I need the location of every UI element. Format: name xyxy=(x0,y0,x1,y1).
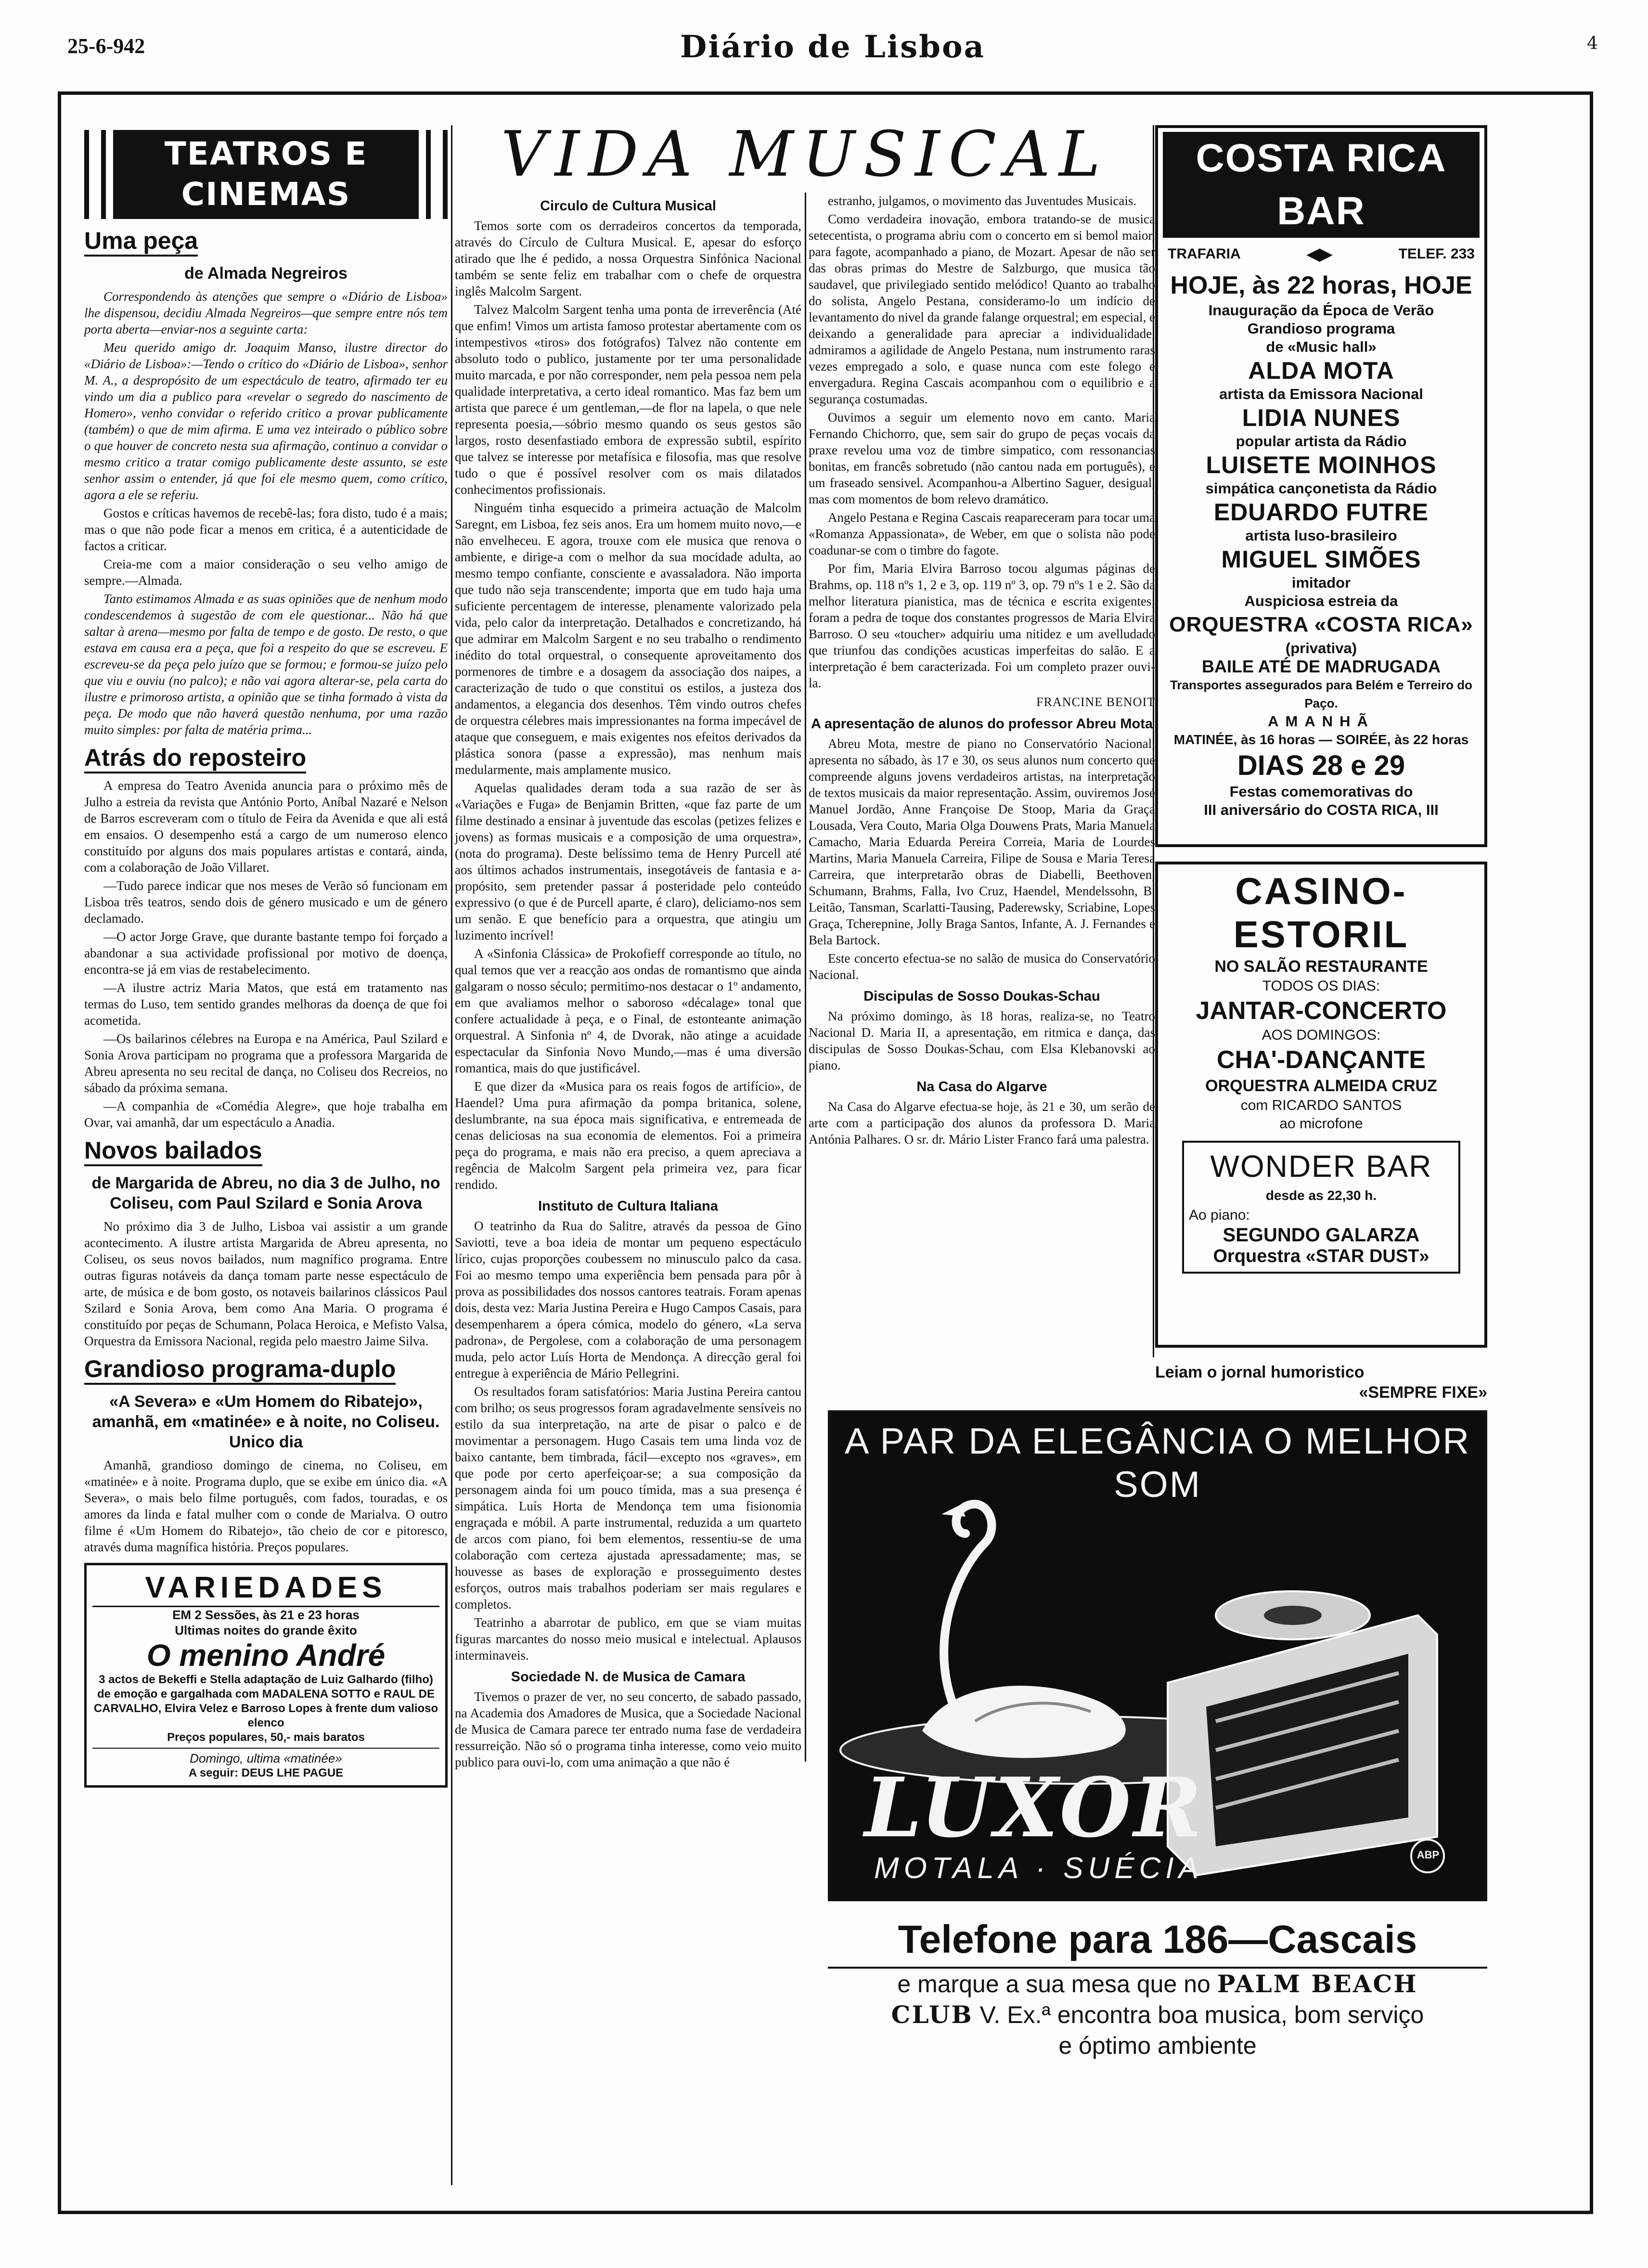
ad-line: Auspiciosa estreia da xyxy=(1244,593,1398,609)
abp-badge: ABP xyxy=(1416,1849,1440,1861)
ad-line: TODOS OS DIAS: xyxy=(1262,978,1380,994)
paragraph: —O actor Jorge Grave, que durante bastante tempo foi forçado a abandonar a sua actividade profissional por motivo de doença, encontra-se já em vias de restabelecimento. xyxy=(84,929,448,977)
newspaper-title: Diário de Lisboa xyxy=(680,29,986,65)
ad-line: Domingo, ultima «matinée» xyxy=(92,1748,439,1766)
page-number: 4 xyxy=(1587,34,1598,53)
notice-line: «SEMPRE FIXE» xyxy=(1359,1383,1487,1402)
teatros-title: TEATROS E CINEMAS xyxy=(113,130,419,219)
palm-text: V. Ex.ª encontra boa musica, bom serviço xyxy=(979,2001,1424,2028)
palm-text: e marque a sua mesa que no xyxy=(897,1971,1210,1997)
paragraph: Gostos e críticas havemos de recebê-las; fora disto, tudo é a mais; mas o que não pode ficar a menos em critica, é a autenticidade de factos a criticar. xyxy=(84,506,448,553)
paragraph: Abreu Mota, mestre de piano no Conservatório Nacional, apresenta no sábado, às 17 e 30, os seus alunos num concerto que compreende alguns jovens verdadeiros artistas, na interpretação de textos musicais da maior representação. Assim, ouviremos José Manuel Jordão, Anne Françoise De Stoop, Maria da Graça Lousada, Vera Couto, Maria Olga Douwens Prats, Maria Manuela Camacho, Maria Eduarda Pereira Correia, Maria de Lourdes Martins, Maria Manuela Carreira, Filipe de Sousa e Maria Teresa Carreira, que interpretarão obras de Diabelli, Beethoven, Schumann, Brahms, Falla, Ivo Cruz, Haendel, Mendelssohn, B. Leitão, Tansman, Scarlatti-Tausing, Paderewsky, Scriabine, Lopes Graça, Tcherepnine, Jolly Braga Santos, Infante, A. J. Fernandes e Bela Bartock. xyxy=(809,736,1155,947)
subhead-discipulas: Discipulas de Sosso Doukas-Schau xyxy=(863,989,1100,1004)
paragraph: Como verdadeira inovação, embora tratando-se de musica setecentista, o programa abriu com o concerto em si bemol maior, para fagote, acompanhado a piano, de Mozart. Apesar de não ser das obras primas do Mestre de Salzburgo, que musica tão saudavel, que privilegiado sentido melódico! Quanto ao trabalho do solista, Angelo Pestana, consideramo-lo um indício de levantamento do nivel da grande falange orquestral; em especial, e deixando a generalidade para apreciar a individualidade, admiramos a agilidade de Angelo Pestana, num instrumento raras vezes empregado a solo, e quase nunca com este folego e envergadura. Regina Cascais acompanhou com o equilibrio e a segurança costumadas. xyxy=(809,212,1155,406)
ad-line: MATINÉE, às 16 horas — SOIRÉE, às 22 horas xyxy=(1173,732,1469,747)
ad-line: Ao piano: xyxy=(1189,1207,1250,1223)
costa-rica-title: COSTA RICA BAR xyxy=(1163,132,1480,238)
paragraph: Por fim, Maria Elvira Barroso tocou algumas páginas de Brahms, op. 118 nºs 1, 2 e 3, op. 119 nº 3, op. 79 nºs 1 e 2. São da melhor literatura pianistica, mas de técnica e escrita exigentes; foram a pedra de toque dos constantes progressos de Maria Elvira Barroso. O seu «toucher» adquiriu uma nitidez e um avelludado que triunfou das condições acusticas imperfeitas do salão. E a interpretação é bem caracterizada. Foi um completo prazer ouvi-la. xyxy=(809,561,1155,690)
paragraph: Na Casa do Algarve efectua-se hoje, às 21 e 30, um serão de arte com a participação dos alunos da professora D. Maria Antónia Palhares. O sr. dr. Mário Lister Franco fará uma palestra. xyxy=(809,1099,1155,1147)
paragraph: estranho, julgamos, o movimento das Juventudes Musicais. xyxy=(828,193,1137,208)
theatre-column xyxy=(84,130,448,2180)
subhead-circulo: Circulo de Cultura Musical xyxy=(540,198,716,214)
music-column-2 xyxy=(809,193,1155,1147)
ad-line: BAILE ATÉ DE MADRUGADA xyxy=(1202,657,1441,676)
ad-line: JANTAR-CONCERTO xyxy=(1196,997,1447,1025)
headline-novos-bailados: Novos bailados xyxy=(84,1136,262,1166)
palm-line: e óptimo ambiente xyxy=(1058,2032,1257,2059)
header-ornament xyxy=(84,130,106,219)
palm-line xyxy=(828,1999,1487,2030)
ad-line: NO SALÃO RESTAURANTE xyxy=(1214,957,1428,976)
ad-line: III aniversário do COSTA RICA, III xyxy=(1204,801,1439,818)
ad-line: (privativa) xyxy=(1285,640,1357,657)
location: TRAFARIA xyxy=(1168,246,1241,262)
radio-cabinet xyxy=(1168,1591,1437,1875)
performer-desc: simpática cançonetista da Rádio xyxy=(1205,480,1437,497)
costa-rica-contact xyxy=(1168,245,1475,264)
orchestra-name: ORQUESTRA «COSTA RICA» xyxy=(1169,613,1473,636)
paragraph: Ouvimos a seguir um elemento novo em canto. Maria Fernando Chichorro, que, sem sair do grupo de peças vocais da praxe revelou uma voz de timbre simpatico, com ressonancias bonitas, em francês sobretudo (não cantou nada em português), e um fraseado sensivel. Acompanhou-a Albertino Saguer, desigual, mas com momentos de bom relevo dramático. xyxy=(809,410,1155,506)
paragraph: Angelo Pestana e Regina Cascais reapareceram para tocar uma «Romanza Appassionata», de Weber, em que o solista não pode coadunar-se com o timbre do fagote. xyxy=(809,510,1155,557)
paragraph: Ninguém tinha esquecido a primeira actuação de Malcolm Saregnt, em Lisboa, fez seis anos. Era um homem muito novo,—e não envelheceu. E agora, trouxe com ele musica que renova o ambiente, e dirige-a com o melhor da sua mocidade adulta, ao mesmo tempo confiante, consciente e avassaladora. Não importa que tudo não seja transcendente; importa que em tudo haja uma suficiente percentagem de interesse, plenamente valorizado pela vida, pelo calor da interpretação. Detalhados e concretizando, há que admirar em Malcolm Sargent e no seu trabalho o rendimento inédito do total orquestral, o consequente aproveitamento dos pormenores de timbre e a dosagem da associação dos naipes, a caracterização de tudo o que constitui os estilos, a justeza dos andamentos, a elegancia dos desenhos. Têm vindo outros chefes de orquestra célebres mais impressionantes na forma impecável de ataque que conseguem, e mais exigentes nos efeitos derivados da plástica sonora (passe a expressão), mas nenhum mais medularmente, mais amplamente musico. xyxy=(455,501,801,777)
palm-line xyxy=(828,1969,1487,1999)
luxor-brand: LUXOR xyxy=(864,1760,1205,1856)
ad-line: 3 actos de Bekeffi e Stella adaptação de Luiz Galhardo (filho) de emoção e gargalhada com MADALENA SOTTO e RAUL DE CARVALHO, Elvira Velez e Barroso Lopes à frente dum valioso elenco xyxy=(93,1673,438,1729)
paragraph: Na próximo domingo, às 18 horas, realiza-se, no Teatro Nacional D. Maria II, a apresentação, em ritmica e dança, das discipulas de Sosso Doukas-Schau, com Elsa Klebanovski ao piano. xyxy=(809,1009,1155,1072)
variedades-title: VARIEDADES xyxy=(92,1570,439,1607)
header-ornament xyxy=(426,130,448,219)
section-title-vida-musical: VIDA MUSICAL xyxy=(501,117,1109,191)
ad-line: Orquestra «STAR DUST» xyxy=(1213,1246,1429,1266)
performer-desc: artista luso-brasileiro xyxy=(1245,527,1397,544)
ad-line: HOJE, às 22 horas, HOJE xyxy=(1170,271,1472,299)
luxor-slogan: A PAR DA ELEGÂNCIA O MELHOR SOM xyxy=(844,1421,1471,1505)
ad-line: AMANHÃ xyxy=(1268,713,1375,730)
issue-date: 25-6-942 xyxy=(67,34,145,58)
paragraph: Amanhã, grandioso domingo de cinema, no Coliseu, em «matinée» e à noite. Programa duplo, que se exibe em único dia. «A Severa», o mais belo filme português, com fados, touradas, e os amores da linda e fatal mulher com o conde de Marialva. O outro filme é «Um Homem do Ribatejo», tão cheio de cor e pitoresco, através duma magnífica história. Preços populares. xyxy=(84,1458,448,1554)
paragraph: Este concerto efectua-se no salão de musica do Conservatório Nacional. xyxy=(809,951,1155,982)
notice-line: Leiam o jornal humoristico xyxy=(1155,1363,1365,1381)
luxor-radio-ad xyxy=(828,1410,1487,1901)
show-title: O menino André xyxy=(146,1638,386,1673)
performer-name: LUISETE MOINHOS xyxy=(1206,451,1437,478)
ad-line: CHA'-DANÇANTE xyxy=(1216,1046,1426,1074)
ad-line: ao microfone xyxy=(1279,1116,1363,1132)
paragraph: Tanto estimamos Almada e as suas opiniões que de nenhum modo condescendemos à sugestão de com ele questionar... Não há que saltar à arena—mesmo por falta de tempo e de gosto. De resto, o que estava em causa era a peça, que foi a respeito do que se escreveu. E escreveu-se da peça pelo juízo que se formou; e formou-se juízo pelo que viu e ouviu (no palco); e não vai agora alterar-se, pela carta do ilustre e primoroso artista, a opinião que se tinha formado à vista da peça. De modo que não haverá questão nenhuma, por uma razão muito simples: por falta de matéria prima... xyxy=(84,592,448,737)
teatros-header xyxy=(84,130,448,219)
headline-uma-peca: Uma peça xyxy=(84,227,198,257)
ad-dates: DIAS 28 e 29 xyxy=(1237,750,1405,781)
subhead-algarve: Na Casa do Algarve xyxy=(916,1079,1047,1095)
paragraph: A empresa do Teatro Avenida anuncia para o próximo mês de Julho a estreia da revista que António Porto, Aníbal Nazaré e Nelson de Barros escreveram com o título de Feira da Avenida e que ali está em ensaios. O desempenho está a cargo de um numeroso elenco constituído por alguns dos mais populares artistas e contará, ainda, com a colaboração de João Villaret. xyxy=(84,778,448,875)
ad-line: ORQUESTRA ALMEIDA CRUZ xyxy=(1205,1077,1437,1095)
byline: FRANCINE BENOIT xyxy=(1036,695,1155,709)
palm-club-name: CLUB xyxy=(891,2000,973,2029)
subhead-almada: de Almada Negreiros xyxy=(184,264,348,283)
ad-line: AOS DOMINGOS: xyxy=(1262,1027,1381,1043)
paragraph: —A ilustre actriz Maria Matos, que está em tratamento nas termas do Luso, tem sentido grandes melhoras da doença de que foi acometida. xyxy=(84,980,448,1028)
ad-line: Ultimas noites do grande êxito xyxy=(175,1623,357,1637)
casino-title: CASINO-ESTORIL xyxy=(1233,870,1409,955)
paragraph: No próximo dia 3 de Julho, Lisboa vai assistir a um grande acontecimento. A ilustre artista Margarida de Abreu apresenta, no Coliseu, os seus novos bailados, num magnífico programa. Entre outras figuras notáveis da dança tomam parte nesse espectáculo de arte, de música e de bom gosto, os notaveis bailarinos clássicos Paul Szilard e Sonia Arova, bem como Ana Maria. O programa é constituído por peças de Schumann, Polaca Heroica, e Mefisto Valsa, Orquestra da Emissora Nacional, regida pelo maestro Jaime Silva. xyxy=(84,1219,448,1348)
palm-title: Telefone para 186—Cascais xyxy=(828,1916,1487,1969)
performer-name: LIDIA NUNES xyxy=(1242,404,1401,431)
paragraph: Aquelas qualidades deram toda a sua razão de ser às «Variações e Fuga» de Benjamin Britten, «que faz parte de um filme destinado a ensinar à juventude das escolas (petizes felizes e jovens) as formas musicais e a composição de uma orquestra», (nota do programa). Deste belíssimo tema de Henry Purcell até aos últimos achados instrumentais, insegotáveis de fantasia e a-propósito, sem pretender passar á posteridade pelo conteúdo expressivo (o que é de Purcell aparte, é claro), deliciamo-nos sem um senão. E que benefício para a orquestra, que atingiu um luzimento incrível! xyxy=(455,781,801,942)
paragraph: Meu querido amigo dr. Joaquim Manso, ilustre director do «Diário de Lisboa»:—Tendo o crítico do «Diário de Lisboa», senhor M. A., a despropósito de um espectáculo de teatro, afirmado ter eu vindo um dia a publico para «revelar o segredo do nascimento de Homero», venho convidar o referido critico a provar publicamente (também) o que de mim afirma. E uma vez inteirado o público sobre o que houver de concreto nesta sua afirmação, continuo a convidar o mesmo critico a tratar comigo publicamente deste assunto, se este senhor assim o entender, já que foi ele mesmo quem, como crítico, agora a ele se referiu. xyxy=(84,340,448,502)
variedades-ad xyxy=(84,1563,448,1788)
paragraph: —A companhia de «Comédia Alegre», que hoje trabalha em Ovar, vai amanhã, dar um espectáculo a Anadia. xyxy=(84,1099,448,1130)
subhead-sociedade: Sociedade N. de Musica de Camara xyxy=(511,1669,746,1685)
paragraph: E que dizer da «Musica para os reais fogos de artifício», de Haendel? Uma pura afirmação da pompa britanica, solene, deslumbrante, na sua época mais significativa, e entremeada de cenas deliciosas na sua economia de elementos. Foi a primeira peça do programa, e mais não era preciso, a quem apreciava a regência de Malcolm Sargent pela primeira vez, para ficar rendido. xyxy=(455,1079,801,1192)
ad-line: Preços populares, 50,- mais baratos xyxy=(167,1731,365,1744)
paragraph: Talvez Malcolm Sargent tenha uma ponta de irreverência (Até que enfim! Vimos um artista famoso protestar abertamente com os intempestivos «tiros» dos fotógrafos) Talvez não contente em absoluto todo o publico, justamente por ter uma personalidade muito marcada, e por não corresponder, nem pela pessoa nem pela qualidade interpretativa, a certo ideal romantico. Mas faz bem um artista que parece é um gentleman,—de flor na lapela, o que nele representa poesia,—sóbrio mesmo quando os seus gestos são largos, rosto desenfastiado embora de expressão subtil, espírito que talvez se interesse por metafísica e filosofia, mas que resolve tudo o que é possível resolver com os mais dilatados conhecimentos profissionais. xyxy=(455,302,801,497)
luxor-origin: MOTALA · SUÉCIA xyxy=(874,1852,1203,1885)
paragraph: Creia-me com a maior consideração o seu velho amigo de sempre.—Almada. xyxy=(84,557,448,588)
paragraph: Temos sorte com os derradeiros concertos da temporada, através do Círculo de Cultura Musical. E, apesar do esforço atirado que lhe é pedido, a nossa Orquestra Sinfónica Nacional também se sente feliz em trabalhar com o chefe de orquestra inglês Malcolm Sargent. xyxy=(455,219,801,298)
masthead xyxy=(67,29,1598,82)
headline-grandioso: Grandioso programa-duplo xyxy=(84,1355,396,1385)
paragraph: O teatrinho da Rua do Salitre, através da pessoa de Gino Saviotti, teve a boa ideia de montar um pequeno espectáculo lírico, cujas proporções coubessem no minusculo palco da casa. Foi ao mesmo tempo uma experiência bem pensada para pôr à prova as possibilidades dos nossos cantores teatrais. Foram apenas dois, desta vez: Maria Justina Pereira e Hugo Campos Casais, para desempenharem a ópera cómica, modelo do género, «La serva padrona», de Pergolese, com a colaboração de uma personagem muda, pelo actor Luís Horta de Mendonça. A direcção geral foi entregue à experiência de Mário Pellegrini. xyxy=(455,1219,801,1380)
costa-rica-ad xyxy=(1155,125,1487,847)
paragraph: —Os bailarinos célebres na Europa e na América, Paul Szilard e Sonia Arova participam no programa que a professora Margarida de Abreu apresenta no seu recital de dança, no Coliseu dos Recreios, no sábado da próxima semana. xyxy=(84,1031,448,1095)
sempre-fixe-notice xyxy=(1155,1362,1487,1403)
ad-line: com RICARDO SANTOS xyxy=(1240,1097,1402,1113)
ad-line: Festas comemorativas do xyxy=(1229,783,1413,800)
paragraph: Os resultados foram satisfatórios: Maria Justina Pereira cantou com brilho; os seus progressos foram agradavelmente sensíveis no estilo da sua interpretação, na arte de pisar o palco e de movimentar a personagem. Hugo Casais tem uma linda voz de baixo cantante, bem timbrada, fácil—excepto nos «graves», em que pode por certo aperfeiçoar-se; a sua composição da personagem ainda foi um pouco tímida, mas a sua presença é simpática. Luís Horta de Mendonça tem uma fisionomia engraçada e móbil. A parte instrumental, reduzida a um quarteto de arcos com piano, foi bem elementos, ressentiu-se de uma colaboração com certeza ajustada apressadamente; mas, se houvesse as bases de exploração e prosseguimento destes esforços, outros mais trabalhos poderiam ser mais regulares e completos. xyxy=(455,1384,801,1611)
performer-desc: imitador xyxy=(1291,574,1351,591)
casino-estoril-ad xyxy=(1155,862,1487,1348)
ad-line: Inauguração da Época de Verão xyxy=(1208,302,1434,319)
paragraph: Teatrinho a abarrotar de publico, em que se viam muitas figuras marcantes do nosso meio musical e intelectual. Aplausos interminaveis. xyxy=(455,1615,801,1662)
wonder-bar-box xyxy=(1182,1141,1460,1274)
column-rule xyxy=(451,125,452,2185)
subhead-instituto: Instituto de Cultura Italiana xyxy=(538,1198,718,1214)
subhead-margarida: de Margarida de Abreu, no dia 3 de Julho, no Coliseu, com Paul Szilard e Sonia Arova xyxy=(91,1174,440,1212)
palm-beach-ad xyxy=(828,1916,1487,2118)
paragraph: Tivemos o prazer de ver, no seu concerto, de sabado passado, na Academia dos Amadores de Musica, que a Sociedade Nacional de Musica de Camara parece ter entrado numa fase de verdadeira ressurreição. Não só o programa tinha interesse, como veio muito publico para ouvi-lo, com uma animação a que não é xyxy=(455,1689,801,1769)
paragraph: A «Sinfonia Clássica» de Prokofieff corresponde ao título, no qual temos que ver a reacção aos ondas de romantismo que ainda galgaram o nosso século; permitimo-nos destacar o 1º andamento, em que avaliamos melhor o saboroso «décalage» tonal que confere actualidade à peça, e o Final, de estonteante animação orquestral. A Sinfonia nº 4, de Dvorak, não atinge a acuidade espectacular da Sinfonia Novo Mundo,—mas é uma diversão romantica, mais do que justificável. xyxy=(455,946,801,1075)
column-rule xyxy=(805,193,806,1762)
subhead-severa: «A Severa» e «Um Homem do Ribatejo», amanhã, em «matinée» e à noite, no Coliseu. Unico dia xyxy=(92,1392,440,1451)
music-column-1 xyxy=(455,193,801,2185)
headline-atras: Atrás do reposteiro xyxy=(84,744,306,773)
ad-line: SEGUNDO GALARZA xyxy=(1223,1224,1420,1246)
ad-line: Grandioso programa xyxy=(1247,320,1395,337)
ad-line: A seguir: DEUS LHE PAGUE xyxy=(188,1766,344,1779)
paragraph: —Tudo parece indicar que nos meses de Verão só funcionam em Lisboa três teatros, sendo dois de género musicado e um de género declamado. xyxy=(84,878,448,926)
subhead-abreu-mota: A apresentação de alunos do professor Abreu Mota xyxy=(811,716,1153,732)
ad-line: Transportes assegurados para Belém e Terreiro do Paço. xyxy=(1170,678,1473,710)
ad-line: desde as 22,30 h. xyxy=(1265,1188,1377,1203)
ad-line: EM 2 Sessões, às 21 e 23 horas xyxy=(172,1608,360,1622)
phone: TELEF. 233 xyxy=(1398,246,1475,262)
performer-desc: popular artista da Rádio xyxy=(1236,433,1407,450)
double-arrow-icon: ◀▶ xyxy=(1307,245,1332,263)
performer-name: MIGUEL SIMÕES xyxy=(1221,546,1421,573)
performer-name: EDUARDO FUTRE xyxy=(1213,499,1429,526)
paragraph: Correspondendo às atenções que sempre o «Diário de Lisboa» lhe dispensou, decidiu Almada Negreiros—que sempre entre nós tem porta aberta—enviar-nos a seguinte carta: xyxy=(84,289,448,336)
performer-name: ALDA MOTA xyxy=(1248,357,1394,384)
performer-desc: artista da Emissora Nacional xyxy=(1219,386,1423,402)
wonder-bar-title: WONDER BAR xyxy=(1210,1149,1432,1184)
ad-line: de «Music hall» xyxy=(1266,338,1377,355)
palm-club-name: PALM BEACH xyxy=(1217,1970,1418,1998)
